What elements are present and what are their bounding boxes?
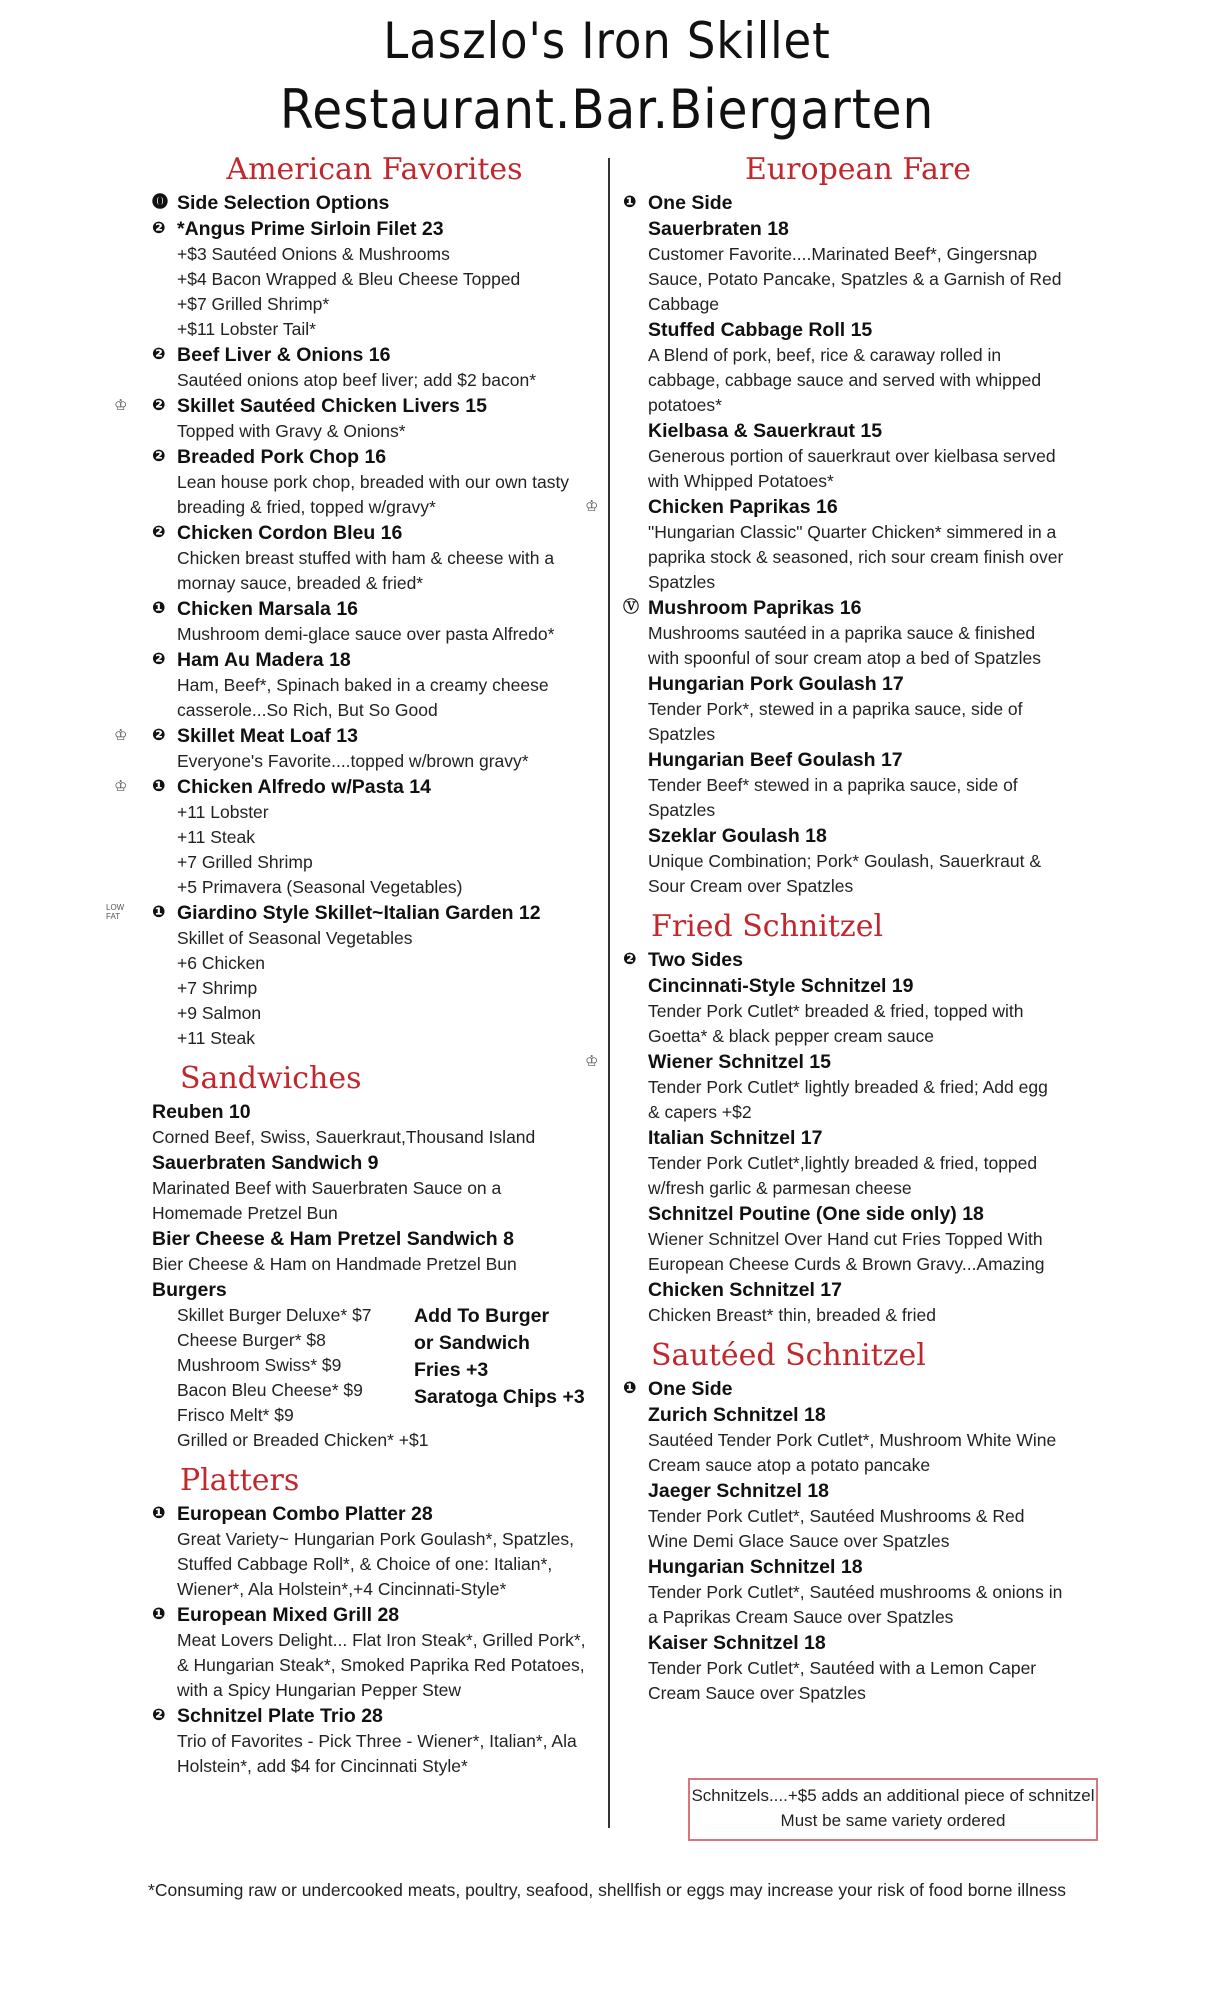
one-side-icon: ❶ [623,194,637,211]
menu-item-description: +$4 Bacon Wrapped & Bleu Cheese Topped [177,269,521,289]
menu-item-description: Tender Pork Cutlet* breaded & fried, topped with [648,1001,1024,1021]
menu-item-description: European Cheese Curds & Brown Gravy...Amazing [648,1254,1045,1274]
two-sides-heading: ❷ Two Sides [623,949,743,971]
menu-item-name [585,494,1093,520]
menu-item-name [152,647,597,673]
chef-icon: ♔ [114,778,128,795]
burgers-block [152,1303,597,1453]
menu-item-description: Wiener*, Ala Holstein*,+4 Cincinnati-Style* [177,1579,507,1599]
menu-item-description: Stuffed Cabbage Roll*, & Choice of one: Italian*, [177,1554,553,1574]
menu-item-description: Great Variety~ Hungarian Pork Goulash*, Spatzles, [177,1529,575,1549]
menu-item-title: Schnitzel Plate Trio 28 [177,1705,383,1727]
menu-item-name [106,900,597,926]
chef-icon: ♔ [585,1053,599,1070]
menu-item-name [152,216,597,242]
section-european-fare: European Fare [744,152,972,187]
menu-item-description: Holstein*, add $4 for Cincinnati Style* [177,1756,468,1776]
menu-item-description: Generous portion of sauerkraut over kielbasa served [648,446,1056,466]
menu-item-name [623,1554,1093,1580]
menu-item-name [152,1226,597,1252]
menu-item-title: Beef Liver & Onions 16 [177,344,391,366]
schnitzel-note [688,1778,1098,1841]
menu-item-description: cabbage, cabbage sauce and served with whipped [648,370,1042,390]
low-fat-icon: LOW FAT [106,903,125,921]
side-count-icon: ❷ [152,651,166,668]
menu-item-title: Stuffed Cabbage Roll 15 [648,319,873,341]
one-side-heading: ❶ One Side [623,192,733,214]
european-items [585,216,1093,899]
one-side-icon: ❶ [623,1380,637,1397]
menu-item-description: Meat Lovers Delight... Flat Iron Steak*, Grilled Pork*, [177,1630,586,1650]
menu-item-title: Sauerbraten 18 [648,218,789,240]
menu-item-description: Bier Cheese & Ham on Handmade Pretzel Bun [152,1254,517,1274]
menu-item-description: Cabbage [648,294,720,314]
menu-item-description: +11 Steak [177,1028,255,1048]
menu-item-description: +$11 Lobster Tail* [177,319,316,339]
menu-item-description: "Hungarian Classic" Quarter Chicken* simmered in a [648,522,1057,542]
menu-item-description: breading & fried, topped w/gravy* [177,497,436,517]
burgers-heading: Burgers [152,1279,227,1301]
menu-item-description: Sour Cream over Spatzles [648,876,854,896]
menu-item-title: Skillet Meat Loaf 13 [177,725,358,747]
side-count-icon: ❷ [152,220,166,237]
menu-item-description: +6 Chicken [177,953,266,973]
side-count-icon: ❷ [152,346,166,363]
menu-item-description: Cream sauce atop a potato pancake [648,1455,931,1475]
two-sides-icon: ❷ [623,951,637,968]
menu-item-title: Wiener Schnitzel 15 [648,1051,831,1073]
menu-item-title: Chicken Marsala 16 [177,598,359,620]
one-side-heading-2: ❶ One Side [623,1378,733,1400]
menu-item-description: Unique Combination; Pork* Goulash, Sauerkraut & [648,851,1041,871]
menu-item-description: +5 Primavera (Seasonal Vegetables) [177,877,463,897]
menu-item-description: & Hungarian Steak*, Smoked Paprika Red Potatoes, [177,1655,585,1675]
menu-item-description: Goetta* & black pepper cream sauce [648,1026,934,1046]
menu-item-title: Zurich Schnitzel 18 [648,1404,826,1426]
left-column [106,150,597,1779]
menu-item-title: Szeklar Goulash 18 [648,825,827,847]
menu-item-title: Chicken Schnitzel 17 [648,1279,842,1301]
menu-item-description: A Blend of pork, beef, rice & caraway rolled in [648,345,1002,365]
menu-item-name [623,1125,1093,1151]
side-count-icon: ❶ [152,1505,166,1522]
menu-item-title: Italian Schnitzel 17 [648,1127,823,1149]
menu-item-description: potatoes* [648,395,722,415]
menu-item-title: Schnitzel Poutine (One side only) 18 [648,1203,984,1225]
menu-item-description: Homemade Pretzel Bun [152,1203,338,1223]
menu-item-description: Tender Pork Cutlet*,lightly breaded & fried, topped [648,1153,1038,1173]
menu-item-description: Corned Beef, Swiss, Sauerkraut,Thousand Island [152,1127,536,1147]
menu-item-name [152,1703,597,1729]
burger-option: Cheese Burger* $8 [177,1330,326,1350]
platter-items [152,1501,597,1779]
menu-item-title: Giardino Style Skillet~Italian Garden 12 [177,902,541,924]
menu-item-name [152,444,597,470]
menu-item-name [152,1099,597,1125]
menu-item-name [623,973,1093,999]
menu-item-name [623,823,1093,849]
menu-item-title: Jaeger Schnitzel 18 [648,1480,830,1502]
menu-item-name [623,1402,1093,1428]
menu-item-description: Trio of Favorites - Pick Three - Wiener*, Italian*, Ala [177,1731,577,1751]
american-items [106,216,597,1051]
menu-item-title: Hungarian Pork Goulash 17 [648,673,904,695]
menu-item-description: Mushroom demi-glace sauce over pasta Alfredo* [177,624,555,644]
menu-item-name [623,1630,1093,1656]
side-selection-heading: ⓿ Side Selection Options [152,192,390,214]
menu-item-description: with spoonful of sour cream atop a bed of Spatzles [648,648,1042,668]
menu-item-name [623,1277,1093,1303]
menu-item-description: Wiener Schnitzel Over Hand cut Fries Topped With [648,1229,1043,1249]
menu-item-description: w/fresh garlic & parmesan cheese [648,1178,912,1198]
menu-item-name [114,723,597,749]
side-count-icon: ❷ [152,448,166,465]
menu-item-title: Sauerbraten Sandwich 9 [152,1152,379,1174]
schnitzel-note-line: Schnitzels....+$5 adds an additional piece of schnitzel [691,1786,1095,1805]
menu-item-name [623,595,1093,621]
chef-icon: ♔ [585,498,599,515]
menu-item-description: paprika stock & seasoned, rich sour cream finish over [648,547,1064,567]
burger-option: Frisco Melt* $9 [177,1405,294,1425]
burger-option: Skillet Burger Deluxe* $7 [177,1305,372,1325]
menu-item-name [623,671,1093,697]
menu-item-description: Tender Pork*, stewed in a paprika sauce, side of [648,699,1023,719]
menu-item-title: Hungarian Beef Goulash 17 [648,749,903,771]
menu-item-description: a Paprikas Cream Sauce over Spatzles [648,1607,954,1627]
menu-item-description: Tender Pork Cutlet*, Sautéed Mushrooms & Red [648,1506,1025,1526]
side-count-icon: ❶ [152,1606,166,1623]
menu-item-description: casserole...So Rich, But So Good [177,700,438,720]
zero-sides-icon: ⓿ [152,194,169,211]
menu-item-title: Reuben 10 [152,1101,251,1123]
menu-item-title: Kielbasa & Sauerkraut 15 [648,420,883,442]
menu-item-title: Skillet Sautéed Chicken Livers 15 [177,395,487,417]
burger-addon: or Sandwich [414,1332,530,1354]
menu-item-description: Cream Sauce over Spatzles [648,1683,866,1703]
side-count-icon: ❷ [152,727,166,744]
menu-item-title: Breaded Pork Chop 16 [177,446,387,468]
menu-item-name [114,774,597,800]
menu-item-name [114,393,597,419]
side-count-icon: ❷ [152,1707,166,1724]
side-count-icon: ❶ [152,600,166,617]
restaurant-name: Laszlo's Iron Skillet [383,12,831,70]
menu-item-title: Ham Au Madera 18 [177,649,351,671]
menu-item-title: Cincinnati-Style Schnitzel 19 [648,975,914,997]
menu-item-description: Spatzles [648,800,716,820]
menu-item-description: Topped with Gravy & Onions* [177,421,406,441]
burger-addon: Saratoga Chips +3 [414,1386,585,1408]
burger-option: Bacon Bleu Cheese* $9 [177,1380,363,1400]
menu-item-description: with a Spicy Hungarian Pepper Stew [177,1680,462,1700]
menu-item-name [623,1201,1093,1227]
menu-item-title: Chicken Paprikas 16 [648,496,838,518]
menu-item-description: +$7 Grilled Shrimp* [177,294,330,314]
menu-item-description: Tender Pork Cutlet*, Sautéed with a Lemon Caper [648,1658,1037,1678]
menu-item-description: +7 Grilled Shrimp [177,852,313,872]
menu-item-description: +9 Salmon [177,1003,262,1023]
menu-item-name [623,216,1093,242]
burger-addon: Fries +3 [414,1359,489,1381]
menu-item-description: Customer Favorite....Marinated Beef*, Gingersnap [648,244,1038,264]
menu-item-title: European Mixed Grill 28 [177,1604,400,1626]
menu-item-title: Chicken Cordon Bleu 16 [177,522,403,544]
menu-item-name [585,1049,1093,1075]
section-american-favorites: American Favorites [226,152,523,187]
sandwich-items [152,1099,597,1277]
menu-item-title: Kaiser Schnitzel 18 [648,1632,826,1654]
sauteed-schnitzel-items [623,1402,1093,1706]
side-count-icon: Ⓥ [623,599,640,616]
fried-schnitzel-items [585,973,1093,1328]
menu-item-description: mornay sauce, breaded & fried* [177,573,424,593]
menu-item-name [623,418,1093,444]
menu-item-description: Tender Pork Cutlet*, Sautéed mushrooms & onions in [648,1582,1063,1602]
section-sandwiches: Sandwiches [180,1061,362,1096]
menu-item-description: Marinated Beef with Sauerbraten Sauce on a [152,1178,502,1198]
menu-item-name [623,1478,1093,1504]
menu-item-description: Tender Pork Cutlet* lightly breaded & fried; Add egg [648,1077,1048,1097]
menu-item-description: Chicken breast stuffed with ham & cheese with a [177,548,555,568]
burger-option: Grilled or Breaded Chicken* +$1 [177,1430,429,1450]
menu-item-description: Skillet of Seasonal Vegetables [177,928,413,948]
menu-item-description: with Whipped Potatoes* [648,471,834,491]
menu-item-name [152,1501,597,1527]
section-platters: Platters [180,1463,300,1498]
burger-option: Mushroom Swiss* $9 [177,1355,342,1375]
menu-item-title: European Combo Platter 28 [177,1503,433,1525]
menu-item-description: Sautéed onions atop beef liver; add $2 bacon* [177,370,537,390]
menu-item-title: Chicken Alfredo w/Pasta 14 [177,776,431,798]
menu-item-description: +$3 Sautéed Onions & Mushrooms [177,244,450,264]
schnitzel-note-line: Must be same variety ordered [780,1811,1006,1830]
menu-item-description: Tender Beef* stewed in a paprika sauce, side of [648,775,1018,795]
menu-item-description: Sauce, Potato Pancake, Spatzles & a Garnish of Red [648,269,1062,289]
chef-icon: ♔ [114,397,128,414]
menu-item-description: +11 Steak [177,827,255,847]
side-count-icon: ❷ [152,397,166,414]
menu-item-description: Spatzles [648,572,716,592]
menu-item-description: Ham, Beef*, Spinach baked in a creamy cheese [177,675,549,695]
menu-item-description: Sautéed Tender Pork Cutlet*, Mushroom White Wine [648,1430,1057,1450]
menu-item-name [152,1150,597,1176]
health-disclaimer: *Consuming raw or undercooked meats, poultry, seafood, shellfish or eggs may increase your risk of food borne illness [148,1880,1066,1900]
burger-addons [414,1303,585,1411]
menu-item-name [623,317,1093,343]
menu-item-name [623,747,1093,773]
menu-item-description: +11 Lobster [177,802,269,822]
menu-item-title: Hungarian Schnitzel 18 [648,1556,863,1578]
menu-item-name [152,520,597,546]
side-count-icon: ❶ [152,778,166,795]
menu-item-description: Spatzles [648,724,716,744]
menu-item-description: +7 Shrimp [177,978,258,998]
section-fried-schnitzel: Fried Schnitzel [651,909,884,944]
burger-list [177,1303,428,1453]
burger-addon: Add To Burger [414,1305,550,1327]
menu-item-name [152,1602,597,1628]
menu-item-description: & capers +$2 [648,1102,752,1122]
menu-item-name [152,342,597,368]
menu-item-description: Chicken Breast* thin, breaded & fried [648,1305,936,1325]
side-count-icon: ❷ [152,524,166,541]
menu-item-description: Mushrooms sautéed in a paprika sauce & finished [648,623,1036,643]
column-divider [608,158,610,1828]
menu-item-description: Everyone's Favorite....topped w/brown gravy* [177,751,529,771]
menu-item-name [152,596,597,622]
menu-item-description: Lean house pork chop, breaded with our own tasty [177,472,570,492]
menu-item-title: *Angus Prime Sirloin Filet 23 [177,218,444,240]
menu-item-description: Wine Demi Glace Sauce over Spatzles [648,1531,950,1551]
section-sauteed-schnitzel: Sautéed Schnitzel [651,1338,926,1373]
right-column [585,150,1093,1706]
chef-icon: ♔ [114,727,128,744]
side-count-icon: ❶ [152,904,166,921]
menu-item-title: Bier Cheese & Ham Pretzel Sandwich 8 [152,1228,514,1250]
restaurant-tagline: Restaurant.Bar.Biergarten [279,78,935,141]
menu-item-title: Mushroom Paprikas 16 [648,597,862,619]
